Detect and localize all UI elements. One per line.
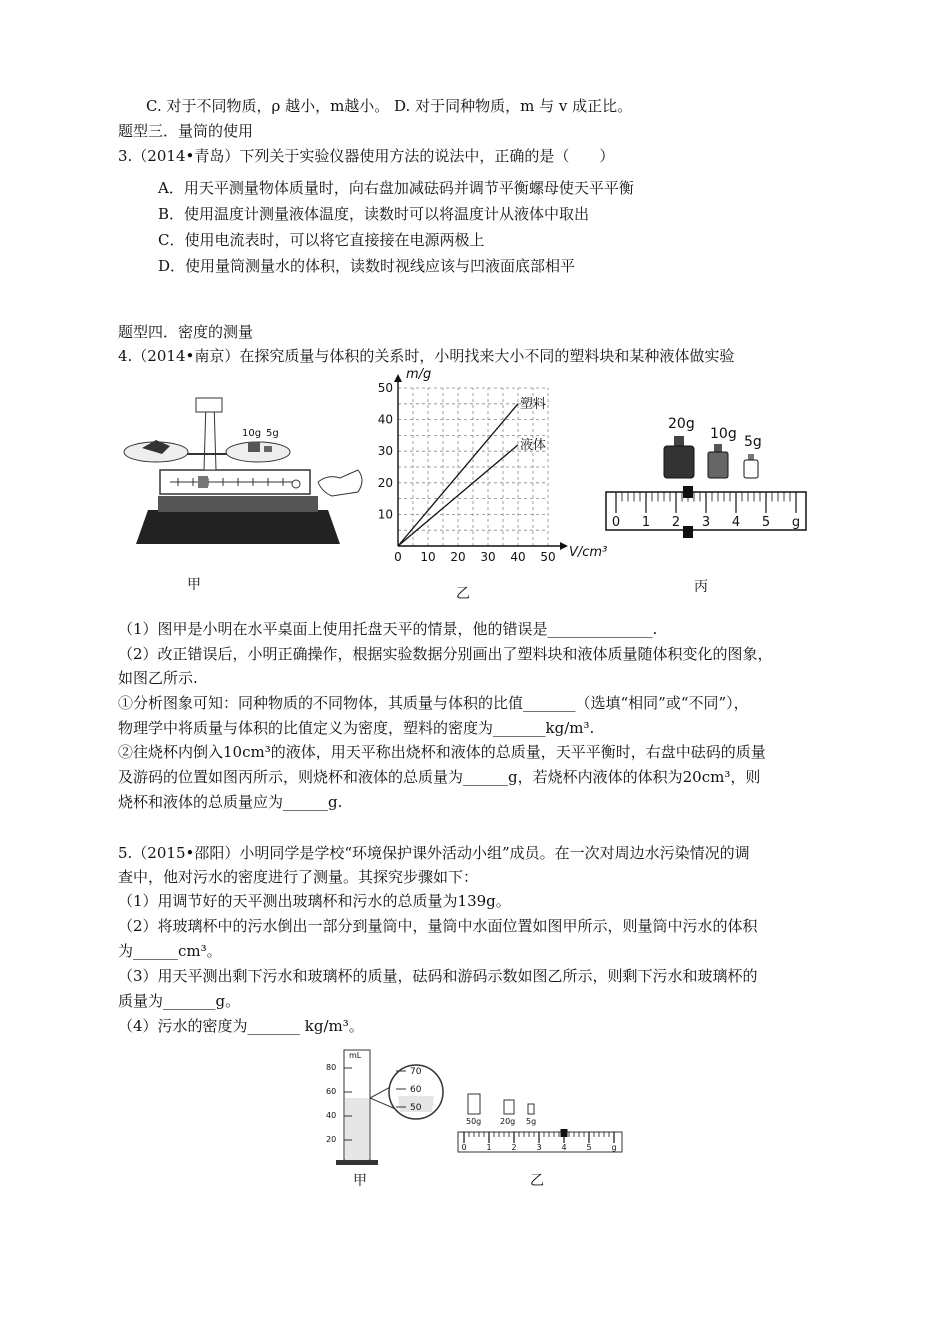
scale-label: 3	[536, 1143, 542, 1152]
y-tick-label: 30	[377, 444, 393, 459]
q4-balance-figure	[118, 392, 368, 552]
scale-label: g	[611, 1143, 617, 1152]
q3-stem: 3.（2014•青岛）下列关于实验仪器使用方法的说法中，正确的是（ ）	[118, 147, 615, 165]
q5-cylinder-figure	[318, 1044, 448, 1168]
scale-label: 3	[701, 515, 711, 530]
q5-step1: （1）用调节好的天平测出玻璃杯和污水的总质量为139g。	[118, 892, 511, 910]
q4-part1: （1）图甲是小明在水平桌面上使用托盘天平的情景，他的错误是______________.	[118, 620, 658, 638]
scale-label: 5	[586, 1143, 592, 1152]
q5-weights-and-scale-figure	[454, 1086, 630, 1158]
x-axis-arrow	[560, 542, 568, 550]
rider-marker-top	[683, 486, 693, 498]
zoom-scale-60: 60	[410, 1085, 422, 1095]
q5-step2-line2: 为______cm³。	[118, 942, 222, 960]
scale-label: 0	[461, 1143, 467, 1152]
scale-label: 4	[561, 1143, 567, 1152]
weight-5g-icon	[748, 454, 754, 460]
y-tick-label: 50	[377, 381, 393, 395]
q2-options-cd: C. 对于不同物质，ρ 越小，m越小。 D. 对于同种物质，m 与 v 成正比。	[146, 97, 633, 115]
balance-weight-5g-label: 5g	[266, 428, 279, 439]
type4-heading: 题型四．密度的测量	[118, 323, 254, 341]
q5-stem-line1: 5.（2015•邵阳）小明同学是学校“环境保护课外活动小组”成员。在一次对周边水污染情况的调	[118, 844, 750, 862]
zoom-scale-70: 70	[410, 1067, 422, 1077]
q3-option-b: B．使用温度计测量液体温度，读数时可以将温度计从液体中取出	[158, 205, 590, 223]
q4-part4-line1: ②往烧杯内倒入10cm³的液体，用天平称出烧杯和液体的总质量，天平平衡时，右盘中砝码的质量	[118, 743, 766, 761]
zoom-scale-50: 50	[410, 1103, 422, 1113]
weight-20g-label: 20g	[668, 416, 695, 432]
rider-marker-bottom	[683, 526, 693, 538]
x-tick-label: 40	[510, 550, 526, 564]
q5-figure-jia-caption: 甲	[353, 1173, 367, 1189]
scale-label: 1	[641, 515, 651, 530]
rider-marker	[561, 1129, 568, 1137]
cylinder-scale-40: 40	[326, 1111, 337, 1120]
type3-heading: 题型三．量筒的使用	[118, 122, 254, 140]
x-tick-label: 30	[480, 550, 496, 564]
q3-option-d: D．使用量筒测量水的体积，读数时视线应该与凹液面底部相平	[158, 257, 576, 275]
scale-label: 2	[671, 515, 681, 530]
q5-step3-line2: 质量为_______g。	[118, 992, 241, 1010]
scale-label: 0	[611, 515, 621, 530]
cylinder-scale-20: 20	[326, 1135, 337, 1144]
y-tick-label: 40	[377, 412, 393, 427]
cylinder-scale-80: 80	[326, 1063, 337, 1072]
y-tick-label: 20	[377, 475, 393, 490]
q4-figure-jia-caption: 甲	[187, 577, 201, 593]
weight-50g-label: 50g	[466, 1117, 482, 1126]
scale-label: g	[791, 515, 801, 530]
weight-20g-icon	[504, 1100, 514, 1114]
q4-part2-line2: 如图乙所示.	[118, 669, 198, 687]
x-tick-label: 0	[394, 550, 402, 564]
y-tick-label: 10	[377, 507, 393, 522]
series-label: 塑料	[520, 396, 547, 412]
q3-option-a: A．用天平测量物体质量时，向右盘加减砝码并调节平衡螺母使天平平衡	[158, 179, 634, 197]
q3-option-c: C．使用电流表时，可以将它直接接在电源两极上	[158, 231, 485, 249]
q5-step3-line1: （3）用天平测出剩下污水和玻璃杯的质量，砝码和游码示数如图乙所示，则剩下污水和玻璃杯的	[118, 967, 758, 985]
q4-figure-bing-caption: 丙	[694, 579, 708, 595]
x-tick-label: 10	[420, 550, 436, 564]
weight-10g-icon	[714, 444, 722, 452]
weight-20g-label: 20g	[500, 1117, 516, 1126]
q4-part2-line1: （2）改正错误后，小明正确操作，根据实验数据分别画出了塑料块和液体质量随体积变化的图象，	[118, 645, 773, 663]
q4-part3-line2: 物理学中将质量与体积的比值定义为密度，塑料的密度为_______kg/m³.	[118, 719, 595, 737]
weight-50g-icon	[468, 1094, 480, 1114]
scale-label: 4	[731, 515, 741, 530]
series-label: 液体	[520, 437, 547, 453]
q4-part3-line1: ①分析图象可知：同种物质的不同物体，其质量与体积的比值_______（选填“相同”或“不同”），	[118, 694, 749, 712]
weight-5g-icon	[528, 1104, 534, 1114]
weight-5g-label: 5g	[526, 1117, 537, 1126]
x-tick-label: 50	[540, 550, 556, 564]
q4-weights-and-scale-figure	[602, 410, 814, 540]
weight-20g-icon	[674, 436, 684, 446]
q5-stem-line2: 查中，他对污水的密度进行了测量。其探究步骤如下：	[118, 868, 479, 886]
q4-stem: 4.（2014•南京）在探究质量与体积的关系时，小明找来大小不同的塑料块和某种液体做实验	[118, 347, 735, 365]
q4-mass-volume-chart	[372, 366, 622, 566]
cylinder-unit-label: mL	[349, 1051, 362, 1060]
weight-10g-label: 10g	[710, 426, 737, 442]
balance-weight-10g-label: 10g	[242, 428, 262, 439]
chart-y-axis-label: m/g	[406, 367, 432, 382]
chart-series	[398, 396, 546, 546]
chart-x-axis-label: V/cm³	[569, 545, 608, 560]
q5-figure-yi-caption: 乙	[530, 1173, 544, 1189]
q5-step2-line1: （2）将玻璃杯中的污水倒出一部分到量筒中，量筒中水面位置如图甲所示，则量筒中污水的体积	[118, 917, 758, 935]
y-axis-arrow	[394, 374, 402, 382]
q4-part4-line3: 烧杯和液体的总质量应为______g.	[118, 793, 343, 811]
scale-label: 2	[511, 1143, 517, 1152]
weight-5g-label: 5g	[744, 434, 762, 450]
scale-label: 5	[761, 515, 771, 530]
scale-label: 1	[486, 1143, 492, 1152]
x-tick-label: 20	[450, 550, 466, 564]
q5-step4: （4）污水的密度为_______ kg/m³。	[118, 1017, 364, 1035]
q4-part4-line2: 及游码的位置如图丙所示，则烧杯和液体的总质量为______g，若烧杯内液体的体积为20cm³，则	[118, 768, 761, 786]
cylinder-scale-60: 60	[326, 1087, 337, 1096]
q4-figure-yi-caption: 乙	[456, 586, 470, 602]
